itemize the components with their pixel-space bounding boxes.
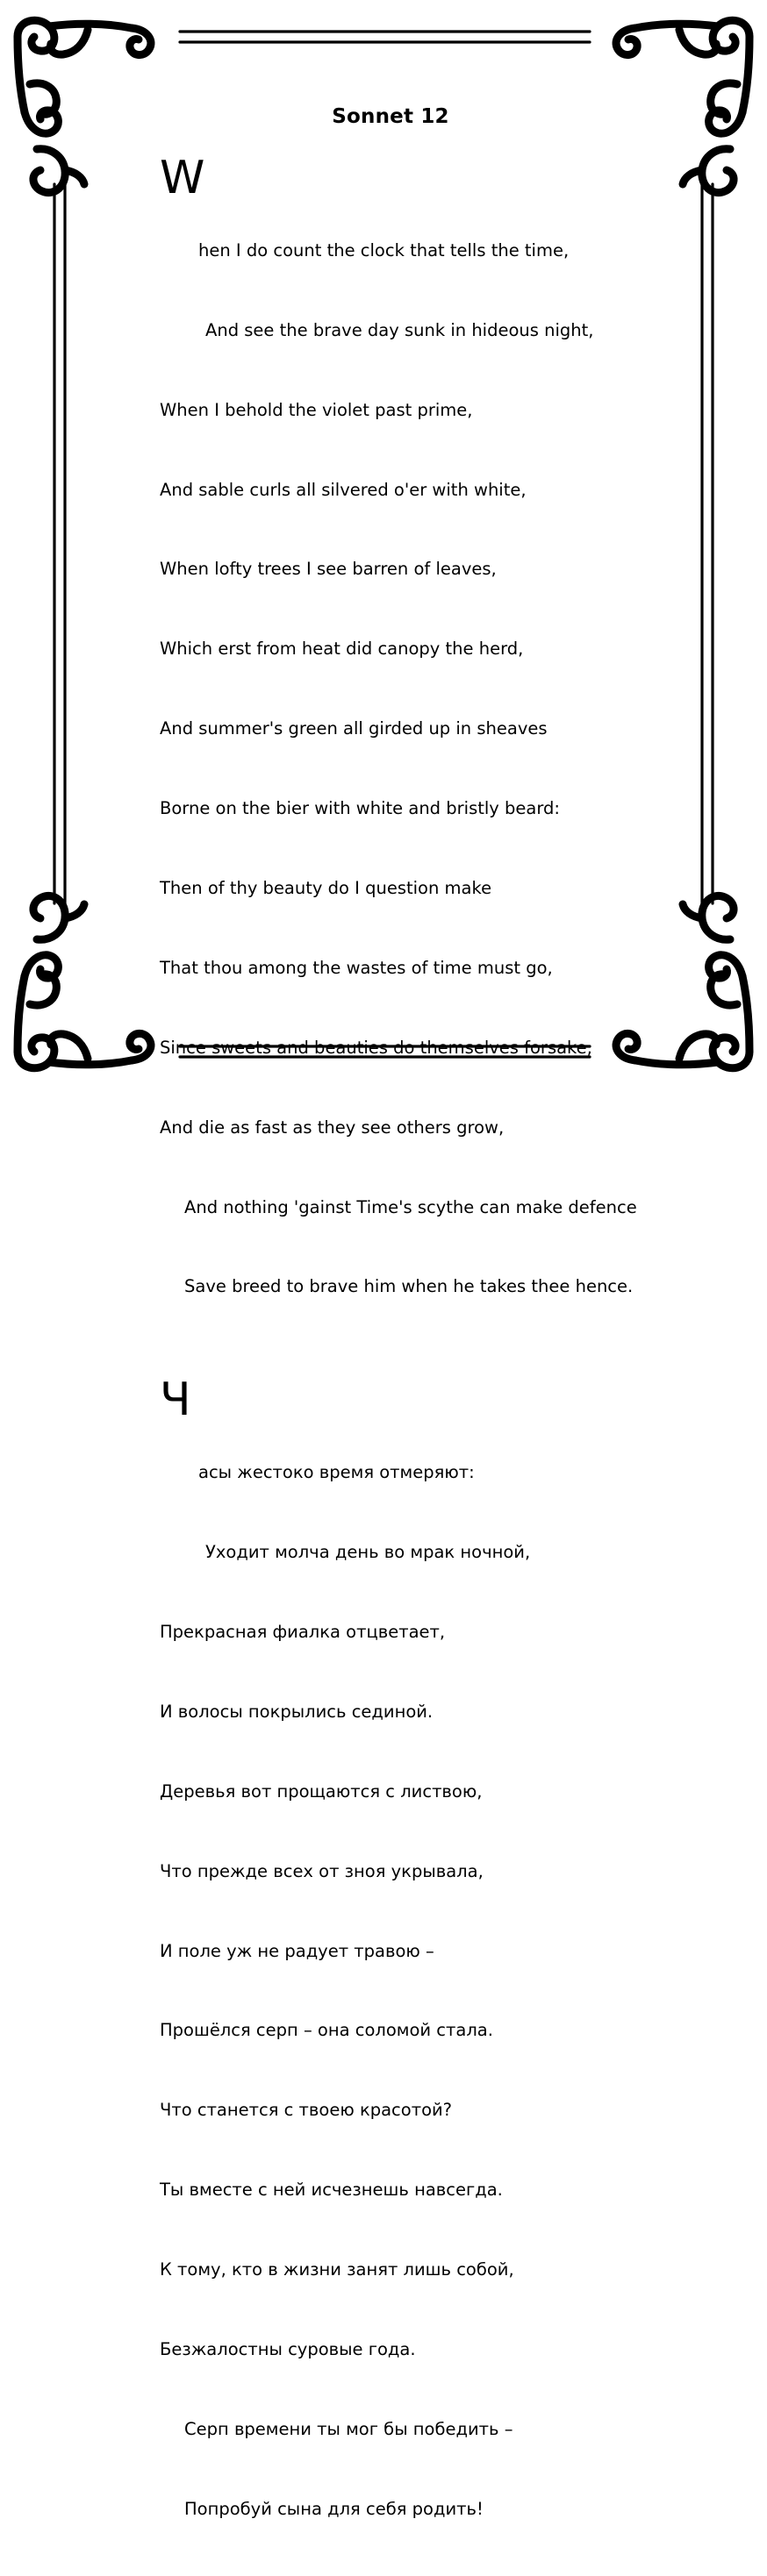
poem-line: И волосы покрылись сединой. bbox=[160, 1701, 434, 1722]
poem-line: And see the brave day sunk in hideous night, bbox=[205, 319, 594, 340]
poem-line: Save breed to brave him when he takes thee hence. bbox=[184, 1276, 634, 1297]
poem-line: Then of thy beauty do I question make bbox=[160, 878, 492, 899]
poem-line: Прекрасная фиалка отцветает, bbox=[160, 1622, 446, 1643]
poem-line: Серп времени ты мог бы победить – bbox=[184, 2418, 513, 2439]
poem-line: And summer's green all girded up in sheaves bbox=[160, 718, 548, 739]
poem-line: And nothing 'gainst Time's scythe can make defence bbox=[184, 1196, 637, 1217]
document-content bbox=[97, 105, 676, 2576]
poem-line: Borne on the bier with white and bristly beard: bbox=[160, 798, 560, 819]
poem-line: Ты вместе с ней исчезнешь навсегда. bbox=[160, 2180, 503, 2201]
poem-line: hen I do count the clock that tells the time, bbox=[198, 239, 570, 260]
poem-line: И поле уж не радует травою – bbox=[160, 1940, 434, 1961]
poem-line: And die as fast as they see others grow, bbox=[160, 1117, 505, 1138]
poem-line: Which erst from heat did canopy the herd, bbox=[160, 639, 524, 660]
poem-line: And sable curls all silvered o'er with white, bbox=[160, 479, 527, 500]
poem-line: Что прежде всех от зноя укрывала, bbox=[160, 1860, 484, 1881]
poem-line: When lofty trees I see barren of leaves, bbox=[160, 559, 497, 580]
poem-line: Прошёлся серп – она соломой стала. bbox=[160, 2020, 493, 2041]
stanza-english bbox=[97, 152, 676, 1353]
dropcap-english: W bbox=[160, 152, 205, 204]
poem-line: Что станется с твоею красотой? bbox=[160, 2100, 453, 2121]
dropcap-russian: Ч bbox=[160, 1374, 191, 1427]
poem-line: Безжалостны суровые года. bbox=[160, 2339, 416, 2360]
poem-line: Since sweets and beauties do themselves forsake, bbox=[160, 1037, 592, 1058]
poem-line: When I behold the violet past prime, bbox=[160, 399, 473, 420]
poem-line: Уходит молча день во мрак ночной, bbox=[205, 1542, 531, 1563]
poem-line: Попробуй сына для себя родить! bbox=[184, 2498, 484, 2519]
page-title: Sonnet 12 bbox=[332, 105, 449, 128]
stanza-russian bbox=[97, 1374, 676, 2575]
poem-line: К тому, кто в жизни занят лишь собой, bbox=[160, 2259, 514, 2280]
poem-line: Деревья вот прощаются с листвою, bbox=[160, 1780, 483, 1802]
poem-line: асы жестоко время отмеряют: bbox=[198, 1462, 475, 1483]
poem-line: That thou among the wastes of time must go, bbox=[160, 957, 553, 978]
